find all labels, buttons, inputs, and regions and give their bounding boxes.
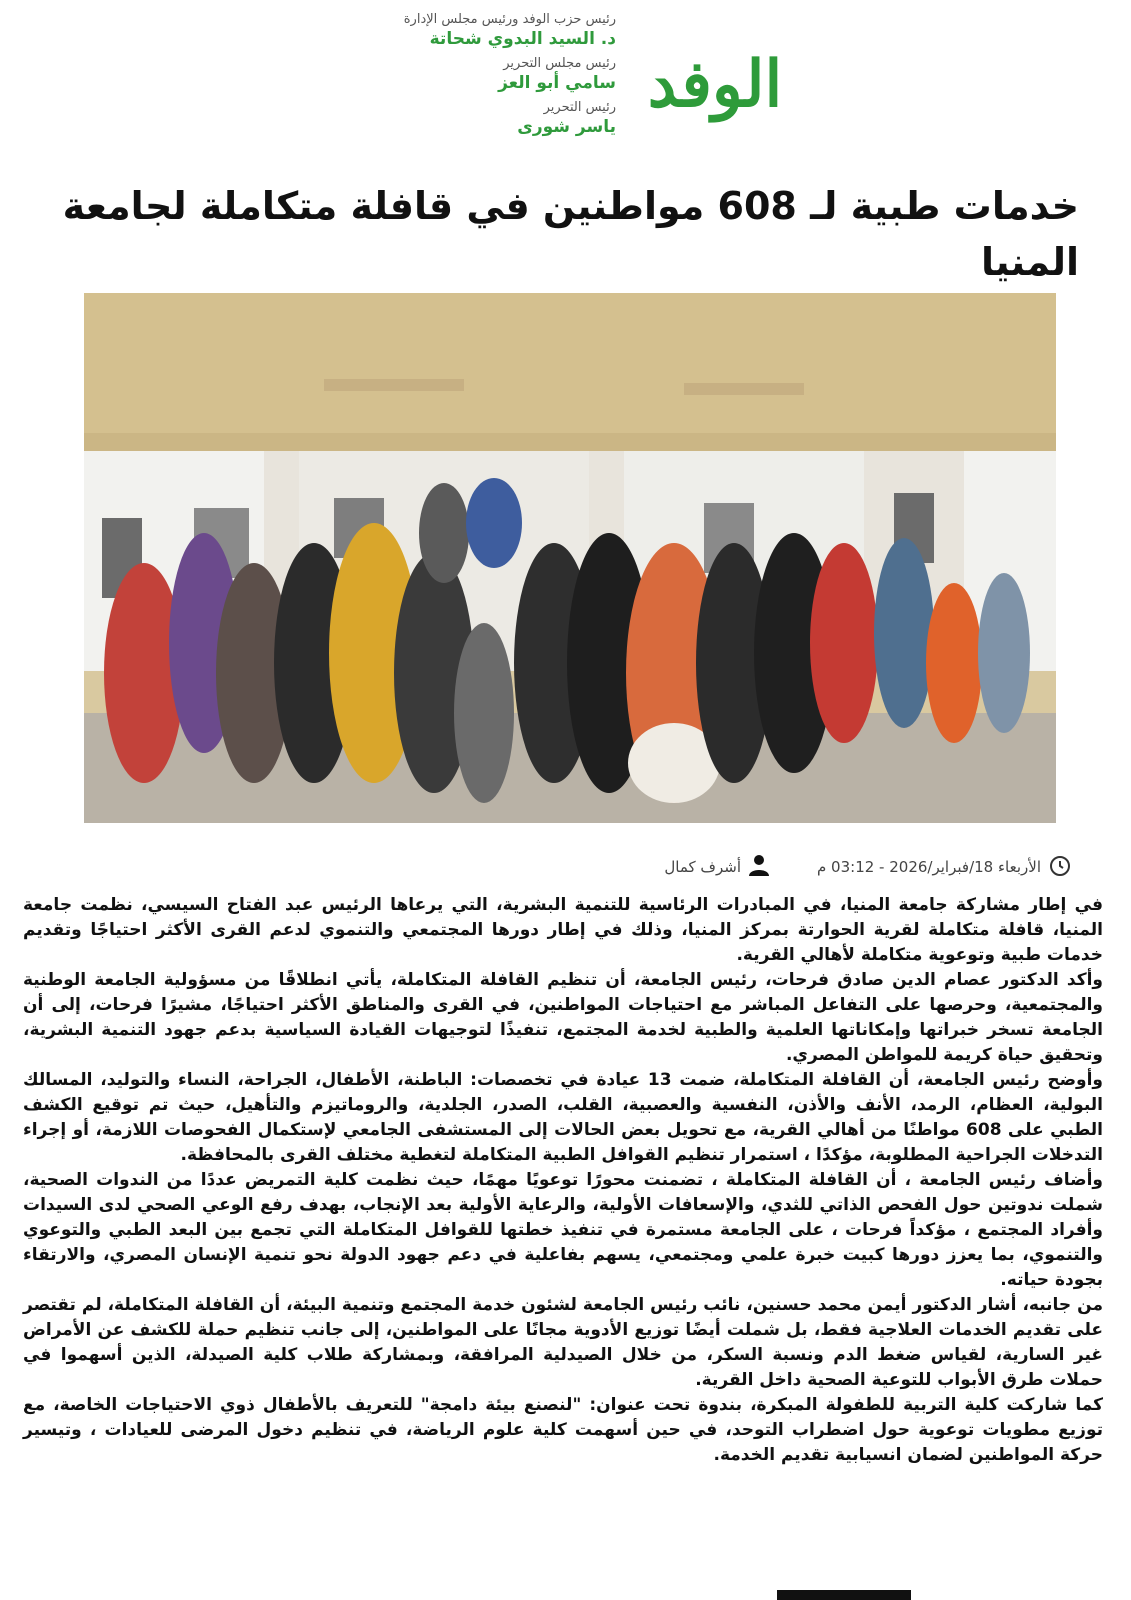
masthead <box>0 0 1131 170</box>
staff-role: رئيس التحرير <box>543 100 616 115</box>
publish-date: الأربعاء 18/فبراير/2026 - 03:12 م <box>816 858 1041 876</box>
paragraph: كما شاركت كلية التربية للطفولة المبكرة، بندوة تحت عنوان: "لنصنع بيئة دامجة" للتعريف بالأطفال ذوي الاحتياجات الخاصة، مع توزيع مطويات توعوية حول اضطراب التوحد، في حين أسهمت كلية علوم الرياضة، في تنظيم دخول المرضى للعيادات ، وتيسير حركة المواطنين لضمان انسيابية تقديم الخدمة. <box>23 1395 1103 1465</box>
article-photo <box>84 293 1056 823</box>
staff-role: رئيس مجلس التحرير <box>503 56 616 71</box>
editorial-staff <box>316 12 616 144</box>
paragraph: وأضاف رئيس الجامعة ، أن القافلة المتكاملة ، تضمنت محورًا توعويًا مهمًا، حيث نظمت كلية التمريض عددًا من الندوات الصحية، شملت ندوتين حول الفحص الذاتي للثدي، والإسعافات الأولية، والرعاية الأولية بعد الإنجاب، بهدف رفع الوعي الصحي لدى السيدات وأفراد المجتمع ، مؤكداً فرحات ، على الجامعة مستمرة في تنفيذ خطتها للقوافل المتكاملة التي تجمع بين البعد الطبي والتوعوي والتنموي، بما يعزز دورها كبيت خبرة علمي ومجتمعي، يسهم بفاعلية في دعم جهود الدولة نحو تنمية الإنسان المصري، والارتقاء بجودة حياته. <box>23 1170 1103 1290</box>
paragraph: وأوضح رئيس الجامعة، أن القافلة المتكاملة، ضمت 13 عيادة في تخصصات: الباطنة، الأطفال، الجراحة، النساء والتوليد، المسالك البولية، العظام، الرمد، الأنف والأذن، النفسية والعصبية، القلب، الصدر، الجلدية، والروماتيزم والتأهيل، حيث تم توقيع الكشف الطبي على 608 مواطنًا من أهالي القرية، مع تحويل بعض الحالات إلى المستشفى الجامعي لإستكمال الفحوصات اللازمة، أو إجراء التدخلات الجراحية المطلوبة، مؤكدًا ، استمرار تنظيم القوافل الطبية المتكاملة لتغطية مختلف القرى بالمحافظة. <box>23 1070 1103 1165</box>
staff-name: د. السيد البدوي شحاتة <box>429 29 616 49</box>
logo-text: الوفد <box>647 47 783 122</box>
article-meta <box>40 853 1071 883</box>
user-icon <box>747 853 771 881</box>
staff-name: سامي أبو العز <box>498 73 616 93</box>
paragraph: في إطار مشاركة جامعة المنيا، في المبادرات الرئاسية للتنمية البشرية، التي يرعاها الرئيس عبد الفتاح السيسي، نظمت جامعة المنيا، قافلة متكاملة لقرية الحوارتة بمركز المنيا، وذلك في إطار دورها المجتمعي والتنموي لدعم القرى الأكثر احتياجًا وتقديم خدمات طبية وتوعوية متكاملة لأهالي القرية. <box>23 895 1103 965</box>
article-body <box>23 893 1103 1468</box>
clock-icon <box>1049 855 1071 881</box>
village-crowd-photo <box>84 293 1056 823</box>
article-title: خدمات طبية لـ 608 مواطنين في قافلة متكاملة لجامعة المنيا <box>62 184 1079 284</box>
staff-role: رئيس حزب الوفد ورئيس مجلس الإدارة <box>403 12 616 27</box>
alwafd-logo[interactable] <box>620 40 810 130</box>
paragraph: وأكد الدكتور عصام الدين صادق فرحات، رئيس الجامعة، أن تنظيم القافلة المتكاملة، يأتي انطلاقًا من مسؤولية الجامعة الوطنية والمجتمعية، وحرصها على التفاعل المباشر مع احتياجات المواطنين، في القرى والمناطق الأكثر احتياجًا، مشيرًا فرحات، إلى أن الجامعة تسخر خبراتها وإمكاناتها العلمية والطبية لخدمة المجتمع، تنفيذًا لتوجيهات القيادة السياسية بدعم جهود التنمية البشرية، وتحقيق حياة كريمة للمواطن المصري. <box>23 970 1103 1065</box>
author-name[interactable]: أشرف كمال <box>664 858 741 876</box>
staff-name: ياسر شورى <box>517 117 616 137</box>
bottom-bar <box>777 1590 911 1600</box>
paragraph: من جانبه، أشار الدكتور أيمن محمد حسنين، نائب رئيس الجامعة لشئون خدمة المجتمع وتنمية البيئة، أن القافلة المتكاملة، لم تقتصر على تقديم الخدمات العلاجية فقط، بل شملت أيضًا توزيع الأدوية مجانًا على المواطنين، إلى جانب تنظيم حملة للكشف عن الأمراض غير السارية، لقياس ضغط الدم ونسبة السكر، من خلال الصيدلية المرافقة، وبمشاركة طلاب كلية الصيدلة، الذين أسهموا في حملات طرق الأبواب للتوعية الصحية داخل القرية. <box>23 1295 1103 1390</box>
